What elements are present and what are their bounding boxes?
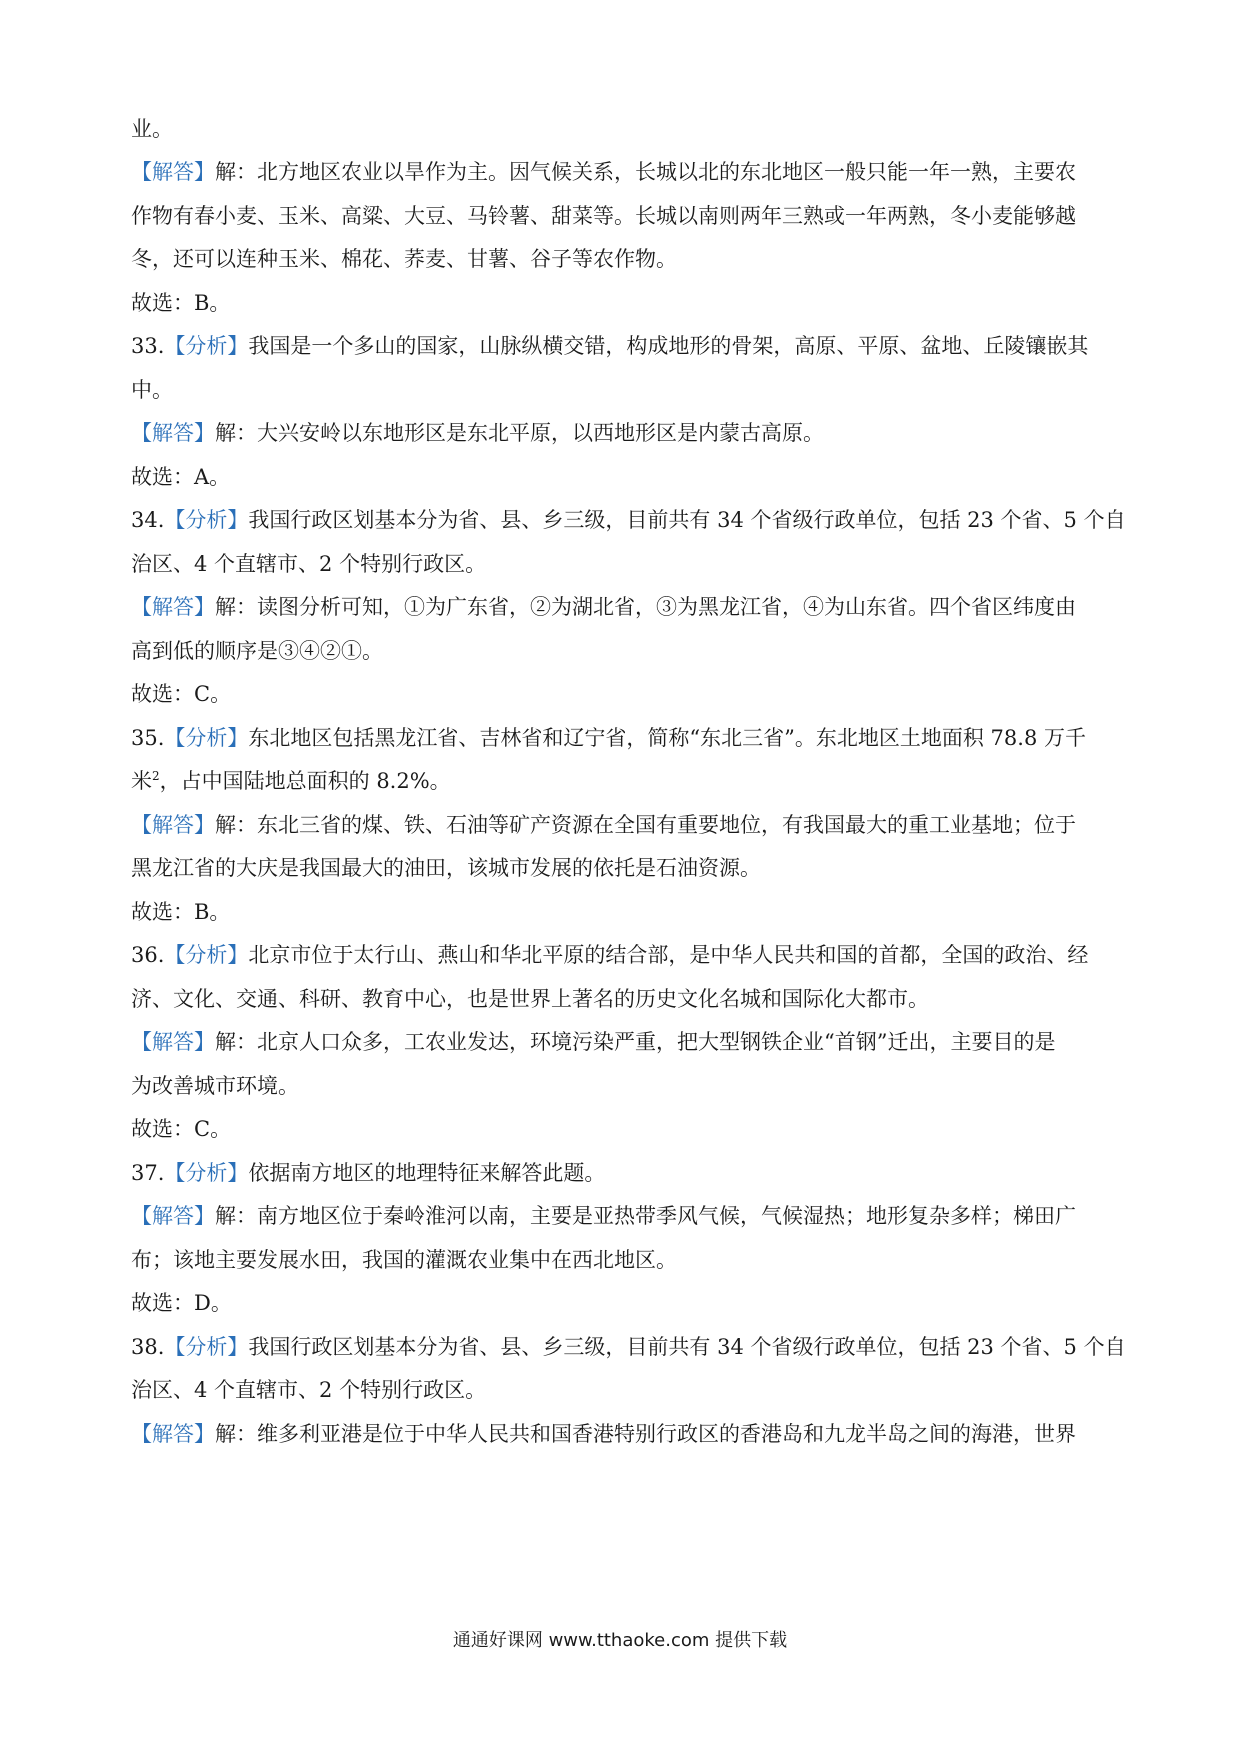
analysis-text: 我国行政区划基本分为省、县、乡三级，目前共有 34 个省级行政单位，包括 23 个省、5 个自	[248, 508, 1126, 532]
q35-analysis-line-2	[0, 766, 1240, 796]
analysis-text: 我国是一个多山的国家，山脉纵横交错，构成地形的骨架，高原、平原、盆地、丘陵镶嵌其	[248, 334, 1089, 358]
question-number: 35.	[131, 726, 165, 750]
unit-superscript: 2	[152, 769, 160, 783]
q33-analysis-line	[0, 331, 1240, 361]
unit-text: 米	[131, 769, 152, 793]
answer-text: 解：读图分析可知，①为广东省，②为湖北省，③为黑龙江省，④为山东省。四个省区纬度由	[215, 595, 1076, 619]
q36-answer-line	[0, 1027, 1240, 1057]
analysis-text: 北京市位于太行山、燕山和华北平原的结合部，是中华人民共和国的首都，全国的政治、经	[248, 943, 1089, 967]
q38-analysis-line	[0, 1332, 1240, 1362]
analysis-label: 【分析】	[164, 1161, 249, 1185]
answer-label: 【解答】	[131, 160, 215, 184]
q35-answer-line	[0, 810, 1240, 840]
answer-text: 解：维多利亚港是位于中华人民共和国香港特别行政区的香港岛和九龙半岛之间的海港，世界	[215, 1422, 1076, 1446]
answer-label: 【解答】	[131, 813, 215, 837]
answer-label: 【解答】	[131, 1204, 215, 1228]
q36-answer-line-2: 为改善城市环境。	[131, 1074, 299, 1098]
q34-answer-line-2: 高到低的顺序是③④②①。	[131, 639, 383, 663]
answer-text: 解：北方地区农业以旱作为主。因气候关系，长城以北的东北地区一般只能一年一熟，主要农	[215, 160, 1076, 184]
analysis-label: 【分析】	[164, 726, 249, 750]
q36-analysis-line-2: 济、文化、交通、科研、教育中心，也是世界上著名的历史文化名城和国际化大都市。	[131, 987, 929, 1011]
q34-answer-line	[0, 592, 1240, 622]
q35-choice: 故选：B。	[131, 900, 231, 924]
intro-answer-line	[0, 157, 1240, 187]
q37-choice: 故选：D。	[131, 1291, 232, 1315]
q34-analysis-line	[0, 505, 1240, 535]
answer-text: 解：大兴安岭以东地形区是东北平原，以西地形区是内蒙古高原。	[215, 421, 824, 445]
intro-choice: 故选：B。	[131, 291, 231, 315]
answer-label: 【解答】	[131, 421, 215, 445]
q34-choice: 故选：C。	[131, 682, 232, 706]
question-number: 33.	[131, 334, 165, 358]
question-number: 37.	[131, 1161, 165, 1185]
answer-text: 解：南方地区位于秦岭淮河以南，主要是亚热带季风气候，气候湿热；地形复杂多样；梯田广	[215, 1204, 1076, 1228]
answer-text: 解：北京人口众多，工农业发达，环境污染严重，把大型钢铁企业“首钢”迁出，主要目的是	[215, 1030, 1056, 1054]
q37-answer-line-2: 布；该地主要发展水田，我国的灌溉农业集中在西北地区。	[131, 1248, 677, 1272]
analysis-text: 我国行政区划基本分为省、县、乡三级，目前共有 34 个省级行政单位，包括 23 个省、5 个自	[248, 1335, 1126, 1359]
intro-answer-line-3: 冬，还可以连种玉米、棉花、荞麦、甘薯、谷子等农作物。	[131, 247, 677, 271]
q33-choice: 故选：A。	[131, 465, 231, 489]
analysis-label: 【分析】	[164, 334, 249, 358]
q36-choice: 故选：C。	[131, 1117, 232, 1141]
analysis-text: 依据南方地区的地理特征来解答此题。	[248, 1161, 606, 1185]
q35-answer-line-2: 黑龙江省的大庆是我国最大的油田，该城市发展的依托是石油资源。	[131, 856, 761, 880]
answer-label: 【解答】	[131, 1422, 215, 1446]
q37-analysis-line	[0, 1158, 1240, 1188]
answer-label: 【解答】	[131, 595, 215, 619]
q36-analysis-line	[0, 940, 1240, 970]
q33-answer-line	[0, 418, 1240, 448]
q33-analysis-line-2: 中。	[131, 378, 173, 402]
q35-analysis-line	[0, 723, 1240, 753]
analysis-label: 【分析】	[164, 943, 249, 967]
answer-text: 解：东北三省的煤、铁、石油等矿产资源在全国有重要地位，有我国最大的重工业基地；位于	[215, 813, 1076, 837]
question-number: 38.	[131, 1335, 165, 1359]
analysis-text: 东北地区包括黑龙江省、吉林省和辽宁省，简称“东北三省”。东北地区土地面积 78.8 万千	[248, 726, 1086, 750]
analysis-label: 【分析】	[164, 1335, 249, 1359]
question-number: 34.	[131, 508, 165, 532]
intro-answer-line-2: 作物有春小麦、玉米、高粱、大豆、马铃薯、甜菜等。长城以南则两年三熟或一年两熟，冬小麦能够越	[131, 204, 1076, 228]
q38-analysis-line-2: 治区、4 个直辖市、2 个特别行政区。	[131, 1378, 487, 1402]
answer-label: 【解答】	[131, 1030, 215, 1054]
question-number: 36.	[131, 943, 165, 967]
q34-analysis-line-2: 治区、4 个直辖市、2 个特别行政区。	[131, 552, 487, 576]
intro-tail: 业。	[131, 117, 173, 141]
analysis-label: 【分析】	[164, 508, 249, 532]
q37-answer-line	[0, 1201, 1240, 1231]
page-footer: 通通好课网 www.tthaoke.com 提供下载	[452, 1630, 788, 1651]
q38-answer-line	[0, 1419, 1240, 1449]
analysis-text: ，占中国陆地总面积的 8.2%。	[159, 769, 451, 793]
